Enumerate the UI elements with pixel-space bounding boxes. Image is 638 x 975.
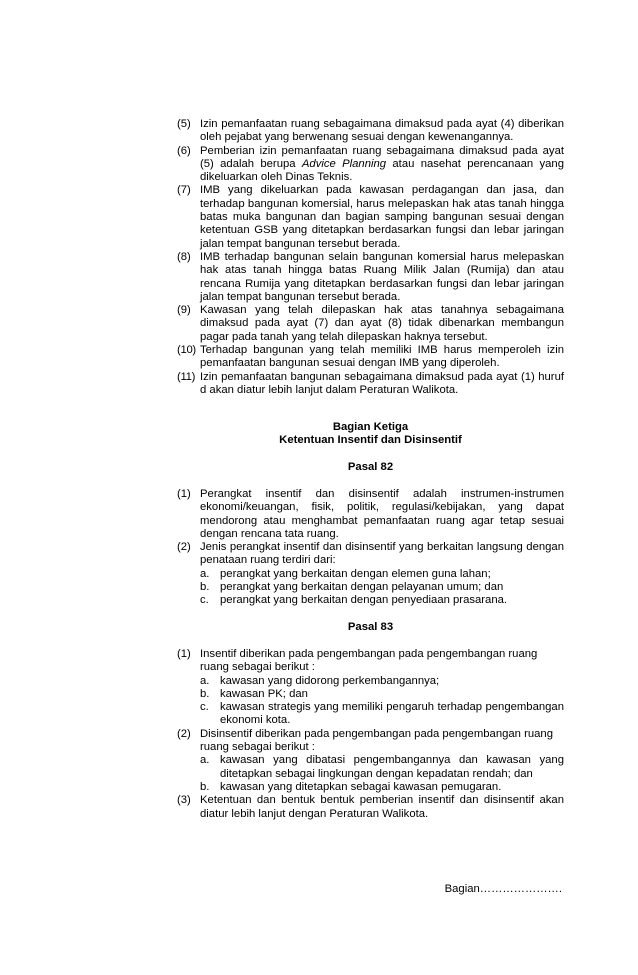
list-item-1 [177, 488, 564, 541]
item-text: IMB terhadap bangunan selain bangunan komersial harus melepaskan hak atas tanah hingga batas Ruang Milik Jalan (Rumija) dan atau rencana Rumija yang ditetapkan berdasarkan fungsi dan lebar jaringan jalan tempat bangunan tersebut berada. [200, 250, 564, 303]
list-item-11 [177, 371, 564, 398]
list-item-7 [177, 184, 564, 250]
sub-item-b [200, 581, 564, 594]
item-text: Kawasan yang telah dilepaskan hak atas tanahnya sebagaimana dimaksud pada ayat (7) dan ayat (8) tidak dibenarkan membangun pagar pada tanah yang telah dilepaskan haknya tersebut. [200, 304, 564, 343]
sub-item-a [200, 754, 564, 781]
sub-text: perangkat yang berkaitan dengan elemen guna lahan; [220, 567, 491, 580]
next-page-footer: Bagian…………………. [444, 883, 562, 895]
sub-letter: c. [200, 594, 209, 607]
pasal-82-title: Pasal 82 [347, 461, 394, 473]
sub-item-c [200, 701, 564, 728]
list-item-1 [177, 648, 564, 675]
sub-text: kawasan yang didorong perkembangannya; [220, 674, 440, 687]
part-title: Ketentuan Insentif dan Disinsentif [279, 434, 462, 446]
item-text: Disinsentif diberikan pada pengembangan pada pengembangan ruang ruang sebagai berikut : [200, 727, 553, 754]
sub-text: perangkat yang berkaitan dengan pelayanan umum; dan [220, 581, 504, 594]
sub-text: kawasan strategis yang memiliki pengaruh terhadap pengembangan ekonomi kota. [220, 701, 564, 727]
sub-text: perangkat yang berkaitan dengan penyediaan prasarana. [220, 594, 508, 607]
sub-item-a [200, 568, 564, 581]
sub-item-a [200, 675, 564, 688]
item-text-pre: Pemberian izin pemanfaatan ruang sebagaimana dimaksud pada ayat (5) adalah berupa [200, 144, 564, 170]
sub-letter: b. [200, 581, 210, 594]
item-number: (10) [177, 344, 196, 357]
item-number: (9) [177, 304, 191, 317]
item-number: (3) [177, 794, 191, 807]
sub-item-b [200, 781, 564, 794]
item-text: Perangkat insentif dan disinsentif adalah instrumen-instrumen ekonomi/keuangan, fisik, politik, regulasi/kebijakan, yang dapat mendorong atau menghambat pemanfaatan ruang agar tetap sesuai dengan rencana tata ruang. [200, 488, 564, 540]
item-number: (7) [177, 184, 191, 197]
part-heading: Bagian Ketiga [332, 421, 409, 433]
item-text: Jenis perangkat insentif dan disinsentif yang berkaitan langsung dengan penataan ruang terdiri dari: [200, 541, 564, 567]
sub-letter: b. [200, 780, 210, 793]
item-text [200, 145, 564, 185]
item-text-post: atau nasehat perencanaan yang dikeluarkan oleh Dinas Teknis. [200, 157, 564, 184]
item-text: IMB yang dikeluarkan pada kawasan perdagangan dan jasa, dan terhadap bangunan komersial, harus melepaskan hak atas tanah hingga batas muka bangunan dan bagian samping bangunan sesuai dengan ketentuan GSB yang ditetapkan berdasarkan fungsi dan lebar jaringan jalan tempat bangunan tersebut berada. [200, 184, 564, 250]
list-item-8 [177, 251, 564, 304]
section-izin-list [177, 118, 564, 397]
sub-item-b [200, 688, 564, 701]
item-number: (11) [177, 370, 196, 383]
item-number: (2) [177, 727, 191, 740]
item-number: (8) [177, 250, 191, 263]
list-item-6 [177, 145, 564, 185]
item-text: Terhadap bangunan yang telah memiliki IMB harus memperoleh izin pemanfaatan bangunan sesuai dengan IMB yang diperoleh. [200, 344, 564, 370]
item-text: Ketentuan dan bentuk bentuk pemberian insentif dan disinsentif akan diatur lebih lanjut dengan Peraturan Walikota. [200, 794, 564, 820]
sub-letter: b. [200, 687, 210, 700]
item-text: Izin pemanfaatan bangunan sebagaimana dimaksud pada ayat (1) huruf d akan diatur lebih lanjut dalam Peraturan Walikota. [200, 370, 564, 396]
sub-letter: a. [200, 567, 210, 580]
item-number: (1) [177, 648, 191, 660]
item-number: (6) [177, 144, 191, 157]
list-item-2 [177, 728, 564, 755]
sub-letter: c. [200, 701, 209, 714]
sub-item-c [200, 594, 564, 607]
list-item-9 [177, 304, 564, 344]
item-number: (2) [177, 541, 191, 554]
item-text: Izin pemanfaatan ruang sebagaimana dimaksud pada ayat (4) diberikan oleh pejabat yang berwenang sesuai dengan kewenangannya. [200, 118, 564, 144]
sub-letter: a. [200, 674, 210, 687]
list-item-10 [177, 344, 564, 371]
item-number: (1) [177, 488, 191, 500]
list-item-3 [177, 794, 564, 821]
pasal-82-body [177, 488, 564, 608]
sub-text: kawasan yang dibatasi pengembangannya dan kawasan yang ditetapkan sebagai lingkungan dengan kepadatan rendah; dan [220, 754, 564, 780]
sub-text: kawasan PK; dan [220, 687, 308, 700]
list-item-5 [177, 118, 564, 145]
item-number: (5) [177, 118, 191, 130]
pasal-83-body [177, 648, 564, 821]
pasal-83-title: Pasal 83 [347, 621, 394, 633]
item-text: Insentif diberikan pada pengembangan pada pengembangan ruang ruang sebagai berikut : [200, 648, 538, 674]
item-text-italic: Advice Planning [301, 157, 387, 170]
list-item-2 [177, 541, 564, 568]
sub-text: kawasan yang ditetapkan sebagai kawasan pemugaran. [220, 780, 502, 793]
sub-letter: a. [200, 754, 210, 767]
